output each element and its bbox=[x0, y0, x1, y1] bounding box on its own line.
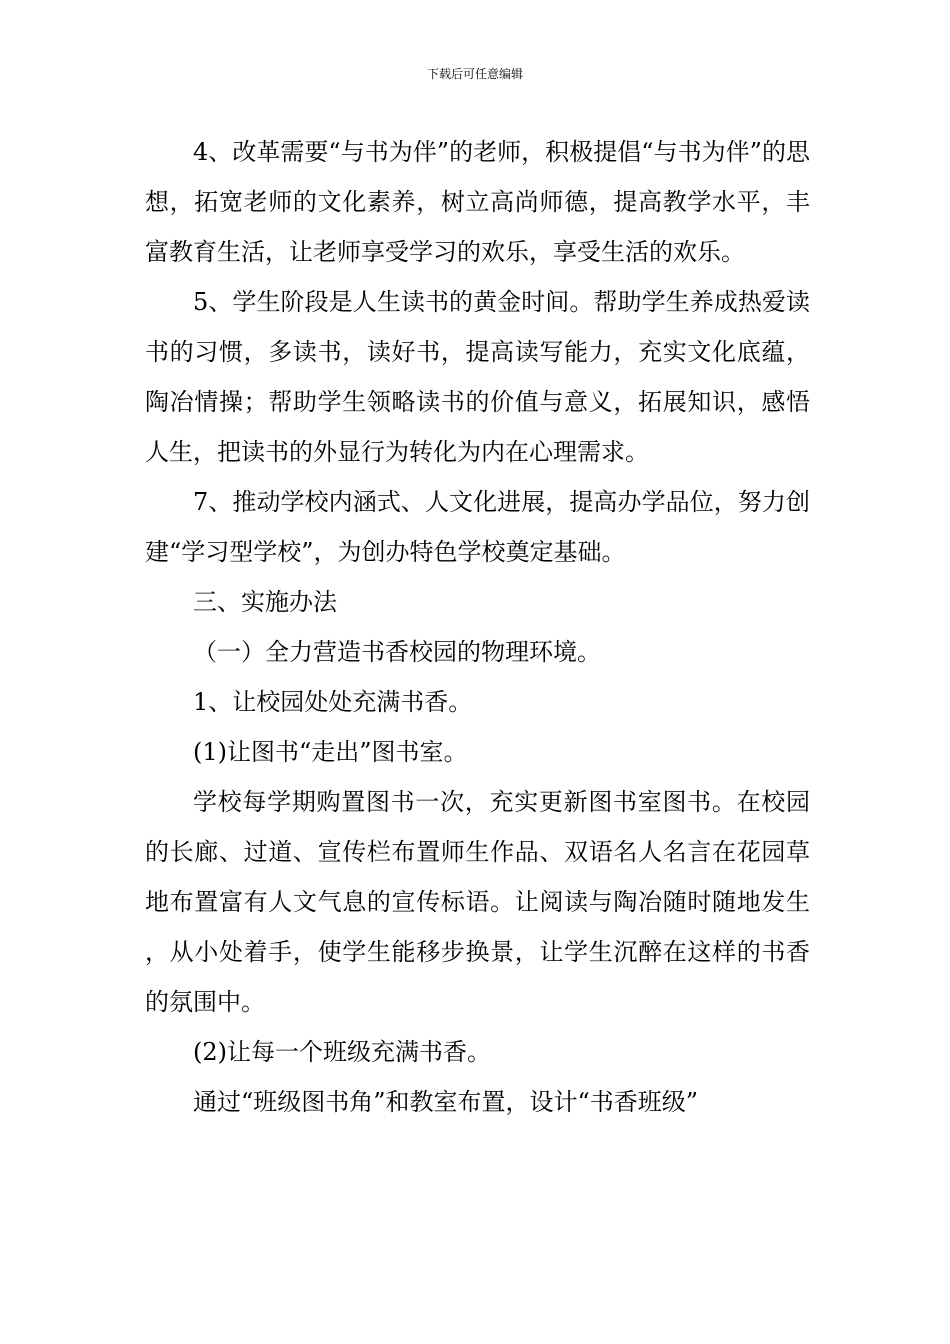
page-header: 下载后可任意编辑 bbox=[426, 67, 523, 81]
paragraph-library-description: 学校每学期购置图书一次，充实更新图书室图书。在校园的长廊、过道、宣传栏布置师生作品、双语名人名言在花园草地布置富有人文气息的宣传标语。让阅读与陶冶随时随地发生，从小处着手，使学生能移步换景，让学生沉醉在这样的书香的氛围中。 bbox=[145, 788, 810, 1016]
list-item-campus-fragrance: 1、让校园处处充满书香。 bbox=[193, 688, 473, 716]
subitem-class-fragrance: (2)让每一个班级充满书香。 bbox=[193, 1038, 491, 1066]
paragraph-class-reading-corner: 通过“班级图书角”和教室布置，设计“书香班级” bbox=[193, 1088, 699, 1116]
paragraph-item-7: 7、推动学校内涵式、人文化进展，提高办学品位，努力创建“学习型学校”，为创办特色学校奠定基础。 bbox=[145, 488, 810, 566]
subsection-heading-physical-environment: （一）全力营造书香校园的物理环境。 bbox=[193, 638, 601, 666]
document-body bbox=[145, 127, 810, 1127]
paragraph-item-5: 5、学生阶段是人生读书的黄金时间。帮助学生养成热爱读书的习惯，多读书，读好书，提高读写能力，充实文化底蕴，陶冶情操；帮助学生领略读书的价值与意义，拓展知识，感悟人生，把读书的外显行为转化为内在心理需求。 bbox=[145, 288, 810, 466]
subitem-books-out-of-library: (1)让图书“走出”图书室。 bbox=[193, 738, 468, 766]
paragraph-item-4: 4、改革需要“与书为伴”的老师，积极提倡“与书为伴”的思想，拓宽老师的文化素养，树立高尚师德，提高教学水平，丰富教育生活，让老师享受学习的欢乐，享受生活的欢乐。 bbox=[145, 138, 810, 266]
section-heading-implementation: 三、实施办法 bbox=[193, 588, 337, 616]
